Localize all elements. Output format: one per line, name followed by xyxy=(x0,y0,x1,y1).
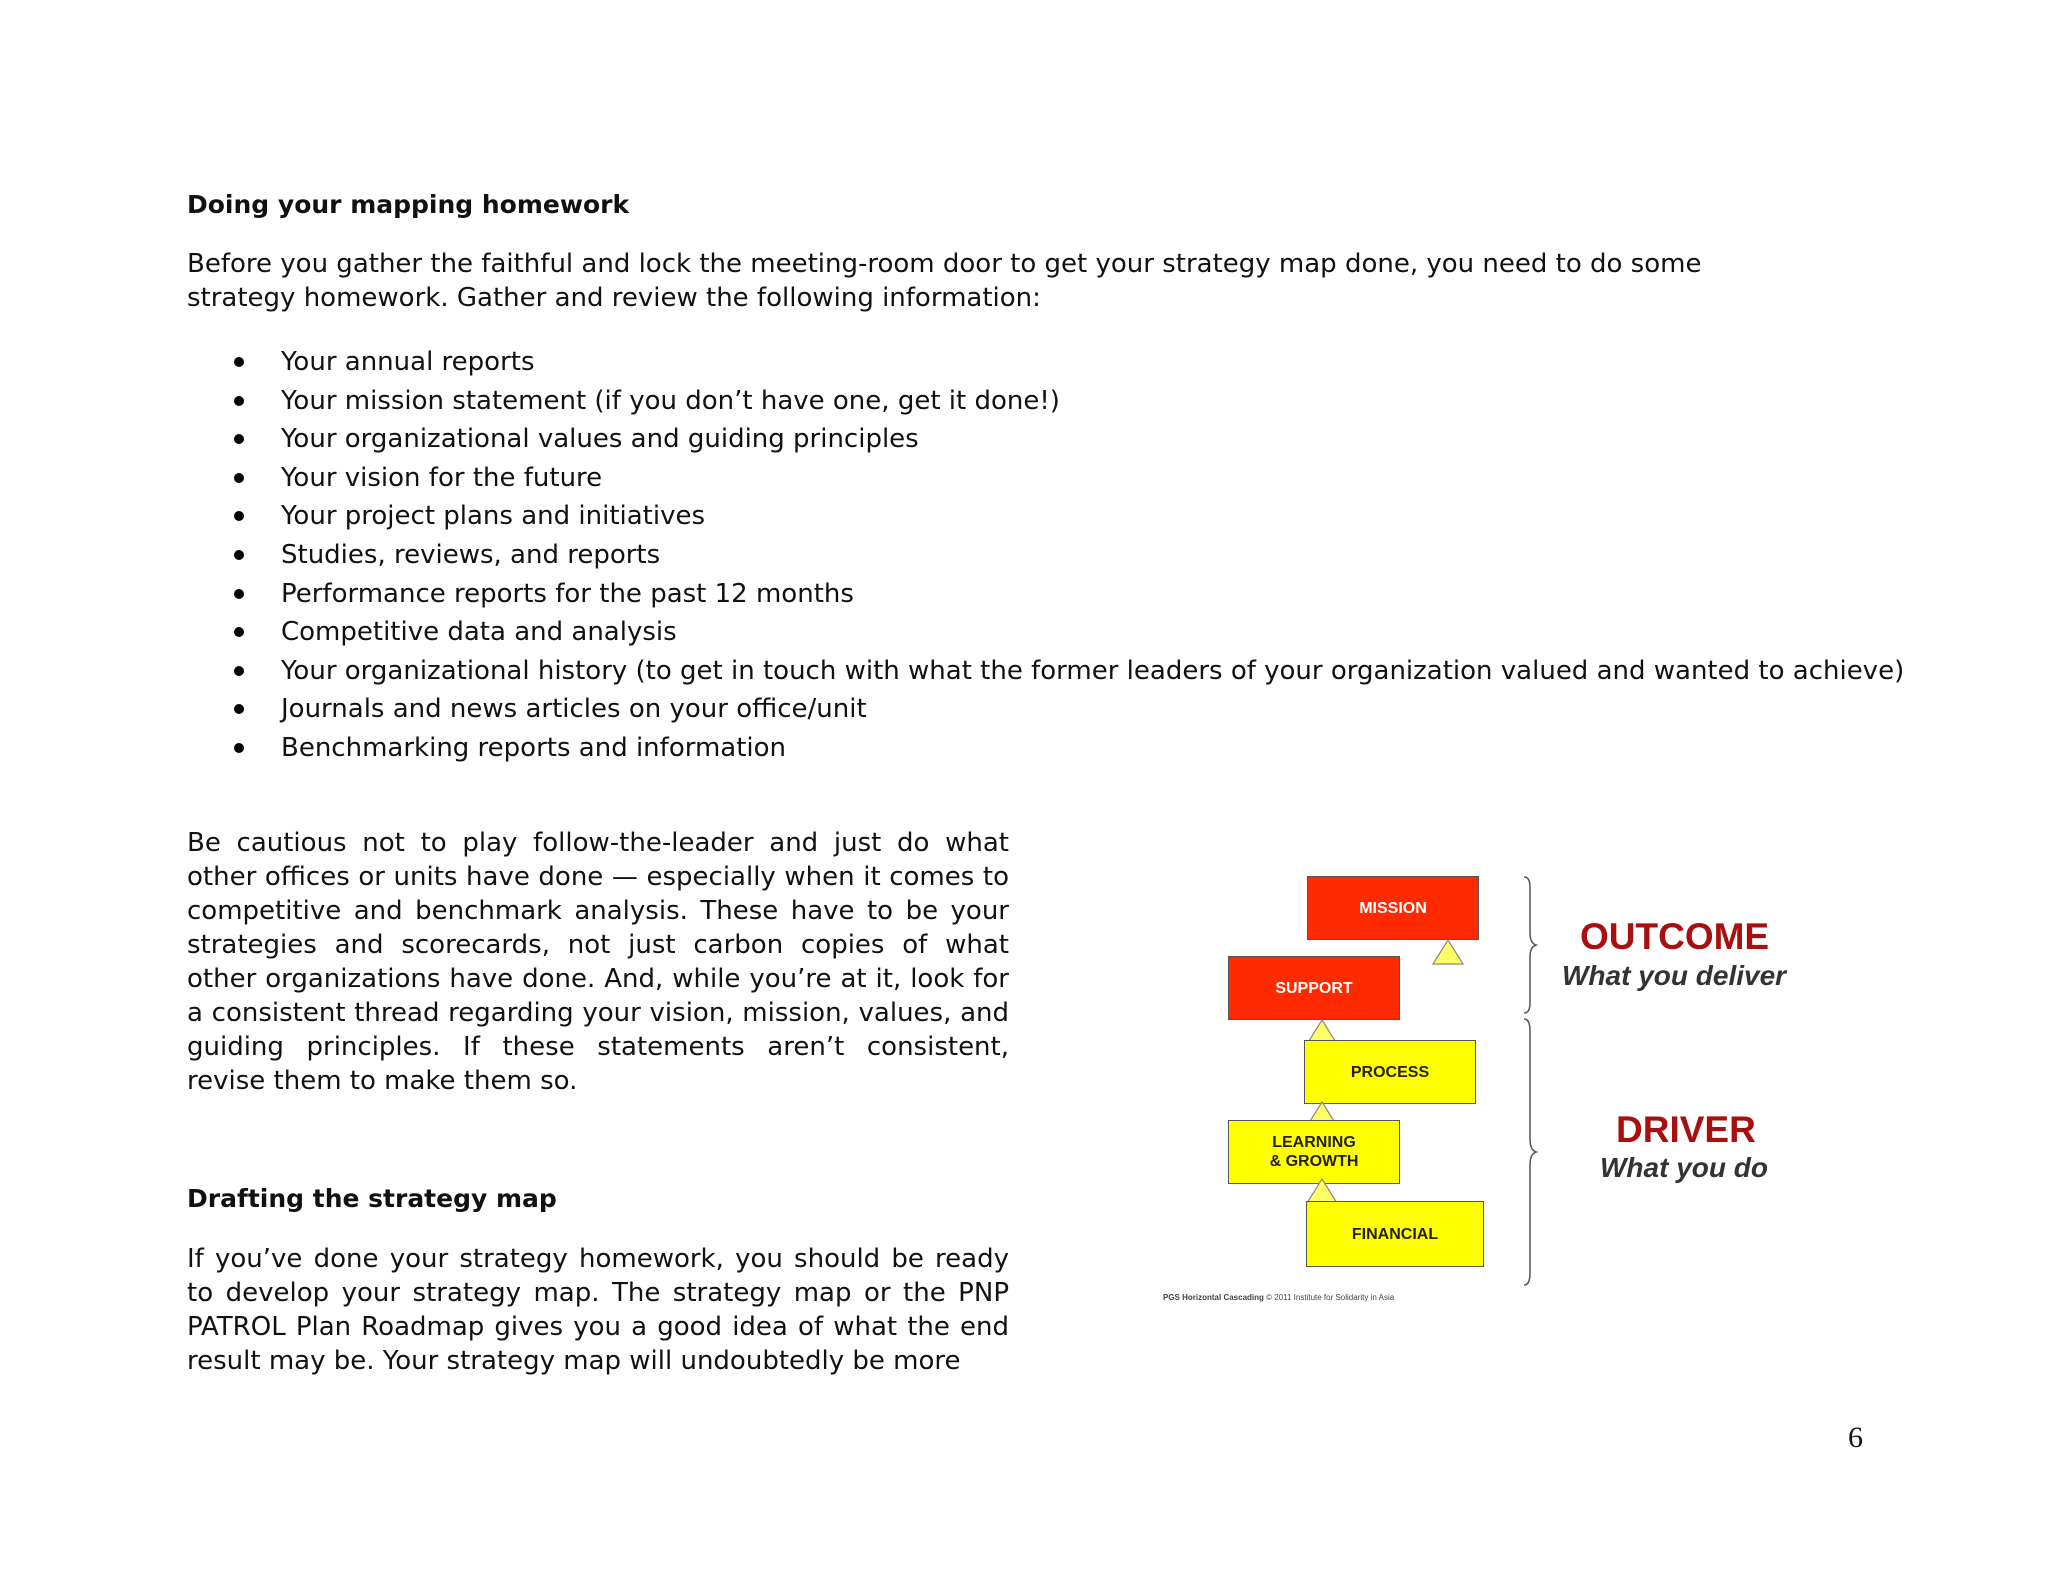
financial-box xyxy=(1306,1201,1484,1267)
bullet-icon xyxy=(234,589,244,599)
bullet-icon xyxy=(234,627,244,637)
list-item: Journals and news articles on your office/unit xyxy=(187,690,1887,729)
bullet-icon xyxy=(234,357,244,367)
bullet-icon xyxy=(234,511,244,521)
mission-box xyxy=(1307,876,1479,940)
driver-brace xyxy=(1522,1017,1542,1287)
section-heading-drafting: Drafting the strategy map xyxy=(187,1184,557,1213)
page-number: 6 xyxy=(1848,1421,1863,1454)
list-item: Your mission statement (if you don’t have one, get it done!) xyxy=(187,382,1887,421)
mission-label: MISSION xyxy=(1359,899,1427,917)
list-item: Studies, reviews, and reports xyxy=(187,536,1887,575)
growth-label: & GROWTH xyxy=(1269,1153,1359,1170)
list-item: Your project plans and initiatives xyxy=(187,497,1887,536)
outcome-label: OUTCOME xyxy=(1580,916,1770,957)
homework-list xyxy=(187,343,1905,768)
list-item: Your organizational history (to get in touch with what the former leaders of your organization valued and wanted to achieve) xyxy=(187,652,1887,691)
arrow-up-icon xyxy=(1432,939,1464,965)
list-item: Competitive data and analysis xyxy=(187,613,1887,652)
learning-label: LEARNING xyxy=(1272,1134,1356,1151)
figure-credit: PGS Horizontal Cascading © 2011 Institute for Solidarity in Asia xyxy=(1163,1293,1395,1302)
driver-label: DRIVER xyxy=(1616,1109,1756,1150)
drafting-paragraph: If you’ve done your strategy homework, you should be ready to develop your strategy map. The strategy map or the PNP PATROL Plan Roadmap gives you a good idea of what the end result may be. Your strategy map will undoubtedly be more xyxy=(187,1244,1009,1376)
bullet-icon xyxy=(234,550,244,560)
list-item: Performance reports for the past 12 months xyxy=(187,575,1887,614)
process-box xyxy=(1304,1040,1476,1104)
outcome-sublabel: What you deliver xyxy=(1562,960,1787,991)
bullet-icon xyxy=(234,473,244,483)
cascading-diagram xyxy=(1160,865,1860,1315)
outcome-brace xyxy=(1522,875,1542,1015)
list-item: Your vision for the future xyxy=(187,459,1887,498)
intro-paragraph: Before you gather the faithful and lock the meeting-room door to get your strategy map done, you need to do some strategy homework. Gather and review the following information: xyxy=(187,249,1702,313)
bullet-icon xyxy=(234,396,244,406)
list-item: Your organizational values and guiding principles xyxy=(187,420,1887,459)
bullet-icon xyxy=(234,743,244,753)
list-item: Benchmarking reports and information xyxy=(187,729,1887,768)
support-label: SUPPORT xyxy=(1275,979,1353,997)
bullet-icon xyxy=(234,434,244,444)
learning-growth-box xyxy=(1228,1120,1400,1184)
caution-paragraph: Be cautious not to play follow-the-leader and just do what other offices or units have done — especially when it comes to competitive and benchmark analysis. These have to be your strategies and scorecards, not just carbon copies of what other organizations have done. And, while you’re at it, look for a consistent thread regarding your vision, mission, values, and guiding principles. If these statements aren’t consistent, revise them to make them so. xyxy=(187,828,1009,1096)
financial-label: FINANCIAL xyxy=(1351,1225,1439,1243)
process-label: PROCESS xyxy=(1350,1063,1430,1081)
driver-sublabel: What you do xyxy=(1600,1152,1768,1183)
section-heading-mapping-homework: Doing your mapping homework xyxy=(187,190,630,219)
bullet-icon xyxy=(234,704,244,714)
list-item: Your annual reports xyxy=(187,343,1887,382)
support-box xyxy=(1228,956,1400,1020)
bullet-icon xyxy=(234,666,244,676)
